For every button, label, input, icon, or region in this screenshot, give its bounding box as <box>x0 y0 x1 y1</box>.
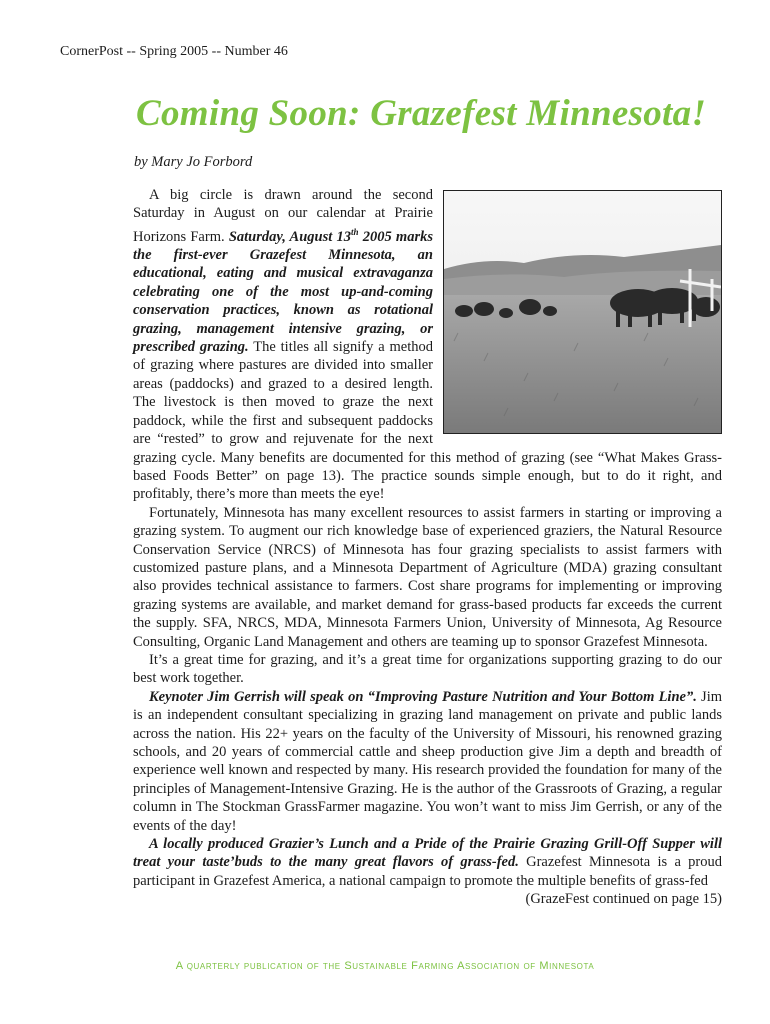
keynote-lead: Keynoter Jim Gerrish will speak on “Improving Pasture Nutrition and Your Bottom Line”. <box>149 688 697 705</box>
keynote-body: Jim is an independent consultant specializing in grazing land management on private and public lands across the nation. His 22+ years on the faculty of the University of Missouri, his renowned grazing schools, and 20 years of commercial cattle and sheep production give Jim a depth and breadth of experience well known and respected by many. His research provided the foundation for many of the principles of Management-Intensive Grazing. He is the author of the Grassroots of Grazing, a regular column in The Stockman GrassFarmer magazine. You won’t want to miss Jim Gerrish, or any of the events of the day! <box>133 688 723 834</box>
lunch-lead: A locally produced Grazier’s Lunch and a Pride of the Prairie Grazing Grill-Off Supper will treat your taste’buds to the many great flavors of grass-fed. <box>133 836 722 871</box>
event-announcement: Saturday, August 13th 2005 marks the first-ever Grazefest Minnesota, an educational, eating and musical extravaganza celebrating one of the most up-and-coming conservation practices, known as rotational grazing, management intensive grazing, or prescribed grazing. <box>133 226 433 356</box>
running-head: CornerPost -- Spring 2005 -- Number 46 <box>60 44 288 59</box>
paragraph-1-rest: The titles all signify a method of grazing where pastures are divided into smaller areas (paddocks) and grazed to a desired length. The livestock is then moved to graze the next paddock, while the first and subsequent paddocks are “rested” to grow and rejuvenate for the next grazing cycle. Many benefits are documented for this method of grazing (see “What Makes Grass-based Foods Better” on page 13). The practice sounds simple enough, but to do it right, and profitably, there’s more than meets the eye! <box>133 339 722 503</box>
article-title: Coming Soon: Grazefest Minnesota! <box>136 93 707 134</box>
paragraph-1-opening: A big circle is drawn around the second Saturday in August on our calendar at Prairie Horizons Farm. <box>133 187 433 245</box>
lunch-body: Grazefest Minnesota is a proud participant in Grazefest America, a national campaign to promote the multiple benefits of grass-fed <box>133 854 722 889</box>
article-body <box>133 186 722 909</box>
paragraph-5 <box>133 835 722 890</box>
paragraph-3: It’s a great time for grazing, and it’s a great time for organizations supporting grazing to do our best work together. <box>133 651 722 687</box>
continued-note: (GrazeFest continued on page 15) <box>525 891 722 908</box>
cattle-grazing-photo <box>443 190 722 434</box>
paragraph-4 <box>133 688 722 835</box>
footer-tagline: A quarterly publication of the Sustainable Farming Association of Minnesota <box>175 960 595 972</box>
byline: by Mary Jo Forbord <box>134 154 253 170</box>
paragraph-2: Fortunately, Minnesota has many excellent resources to assist farmers in starting or improving a grazing system. To augment our rich knowledge base of experienced graziers, the Natural Resource Conservation Service (NRCS) of Minnesota has four grazing specialists to assist farmers with customized pasture plans, and a Minnesota Department of Agriculture (MDA) grazing consultant also provides technical assistance to farmers. Cost share programs for implementing or improving grazing systems are available, and market demand for grass-based products far exceeds the current the supply. SFA, NRCS, MDA, Minnesota Farmers Union, University of Minnesota, Ag Resource Consulting, Organic Land Management and others are teaming up to sponsor Grazefest Minnesota. <box>133 504 722 650</box>
